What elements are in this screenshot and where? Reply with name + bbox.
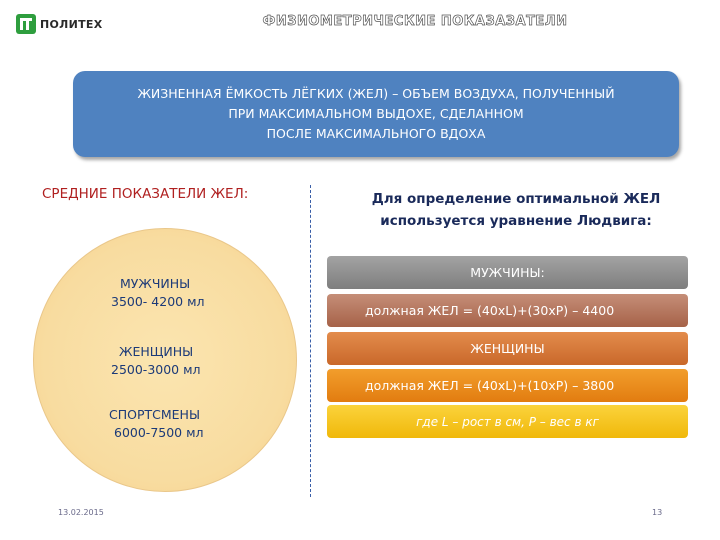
men-formula-bar: должная ЖЕЛ = (40хL)+(30хР) – 4400	[327, 294, 688, 327]
page-number: 13	[652, 508, 663, 517]
men-average-value: 3500- 4200 мл	[111, 294, 205, 309]
women-formula-bar: должная ЖЕЛ = (40хL)+(10хР) – 3800	[327, 369, 688, 402]
men-label-bar: МУЖЧИНЫ:	[327, 256, 688, 289]
definition-line-3: ПОСЛЕ МАКСИМАЛЬНОГО ВДОХА	[266, 126, 486, 141]
women-average-label: ЖЕНЩИНЫ	[119, 344, 194, 359]
footer-date: 13.02.2015	[58, 508, 104, 517]
politech-logo	[16, 14, 103, 34]
average-values-heading: СРЕДНИЕ ПОКАЗАТЕЛИ ЖЕЛ:	[42, 186, 249, 202]
ludwig-heading-line-1: Для определение оптимальной ЖЕЛ	[371, 191, 661, 207]
ludwig-equation-heading	[322, 188, 710, 232]
variables-legend-bar: где L – рост в см, Р – вес в кг	[327, 405, 688, 438]
politech-logo-icon	[16, 14, 36, 34]
athletes-average	[0, 406, 330, 442]
definition-line-1: ЖИЗНЕННАЯ ЁМКОСТЬ ЛЁГКИХ (ЖЕЛ) – ОБЪЕМ ВОЗДУХА, ПОЛУЧЕННЫЙ	[137, 86, 615, 101]
definition-line-2: ПРИ МАКСИМАЛЬНОМ ВЫДОХЕ, СДЕЛАННОМ	[228, 106, 524, 121]
definition-box	[73, 71, 679, 157]
women-label-bar: ЖЕНЩИНЫ	[327, 332, 688, 365]
men-average-label: МУЖЧИНЫ	[120, 276, 191, 291]
women-average	[0, 343, 330, 379]
athletes-average-value: 6000-7500 мл	[114, 425, 204, 440]
athletes-average-label: СПОРТСМЕНЫ	[109, 407, 200, 422]
logo-text: ПОЛИТЕХ	[40, 17, 103, 31]
slide-title: ФИЗИОМЕТРИЧЕСКИЕ ПОКАЗАЗАТЕЛИ	[262, 14, 568, 29]
men-average	[0, 275, 330, 311]
ludwig-heading-line-2: используется уравнение Людвига:	[380, 213, 652, 229]
women-average-value: 2500-3000 мл	[111, 362, 201, 377]
column-divider	[310, 185, 311, 497]
